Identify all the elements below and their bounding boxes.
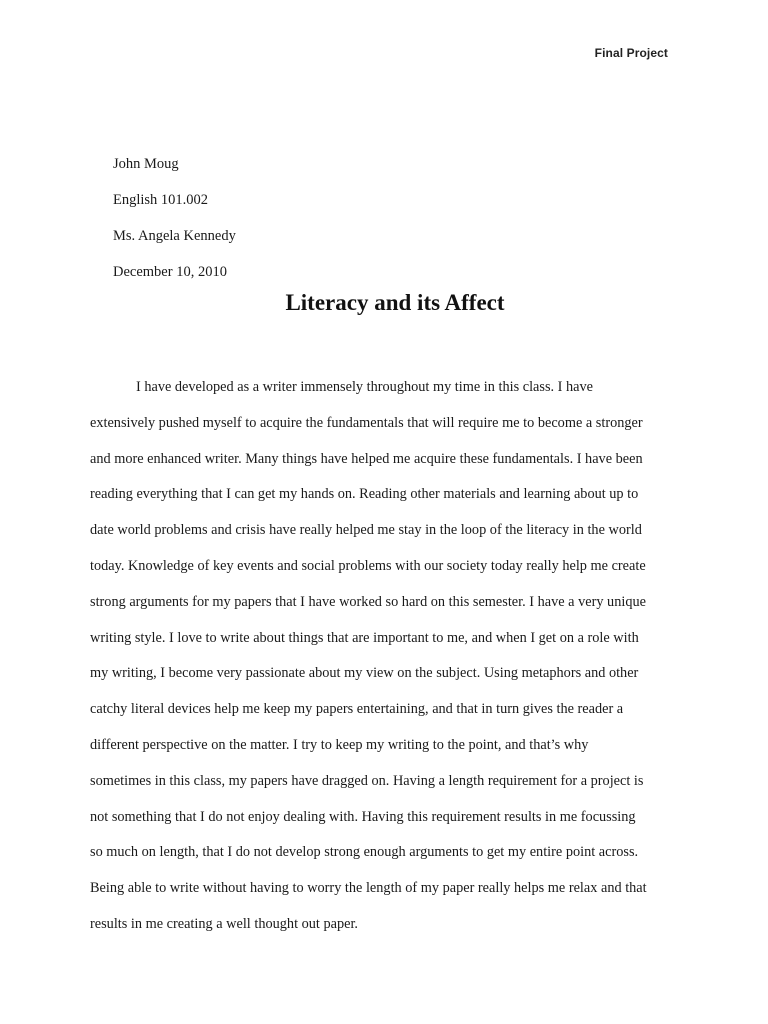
body-line: I have developed as a writer immensely throughout my time in this class. I have: [136, 379, 593, 395]
body-line: not something that I do not enjoy dealing with. Having this requirement results in me focussing: [90, 808, 636, 825]
body-line: results in me creating a well thought out paper.: [90, 915, 358, 932]
instructor-name: Ms. Angela Kennedy: [113, 228, 236, 244]
document-title: Literacy and its Affect: [285, 290, 505, 315]
body-line: so much on length, that I do not develop strong enough arguments to get my entire point across.: [90, 844, 639, 861]
body-line: different perspective on the matter. I try to keep my writing to the point, and that’s why: [90, 736, 589, 753]
body-paragraph: [90, 370, 690, 943]
body-line: sometimes in this class, my papers have dragged on. Having a length requirement for a project is: [90, 772, 644, 789]
body-line: strong arguments for my papers that I have worked so hard on this semester. I have a very unique: [90, 593, 646, 610]
body-line: writing style. I love to write about things that are important to me, and when I get on a role with: [90, 629, 639, 646]
author-name: John Moug: [113, 156, 179, 172]
document-date: December 10, 2010: [113, 264, 227, 280]
body-line: date world problems and crisis have really helped me stay in the loop of the literacy in the world: [90, 522, 642, 539]
body-line: today. Knowledge of key events and social problems with our society today really help me create: [90, 557, 646, 574]
body-line: extensively pushed myself to acquire the fundamentals that will require me to become a stronger: [90, 414, 643, 431]
running-header: Final Project: [594, 46, 668, 60]
body-line: my writing, I become very passionate about my view on the subject. Using metaphors and other: [90, 665, 639, 682]
body-line: reading everything that I can get my hands on. Reading other materials and learning about up to: [90, 486, 639, 503]
mla-heading: [113, 146, 673, 290]
body-line: catchy literal devices help me keep my papers entertaining, and that in turn gives the reader a: [90, 701, 624, 718]
body-line: Being able to write without having to worry the length of my paper really helps me relax and that: [90, 880, 647, 897]
course-name: English 101.002: [113, 192, 209, 208]
body-line: and more enhanced writer. Many things have helped me acquire these fundamentals. I have been: [90, 450, 643, 467]
